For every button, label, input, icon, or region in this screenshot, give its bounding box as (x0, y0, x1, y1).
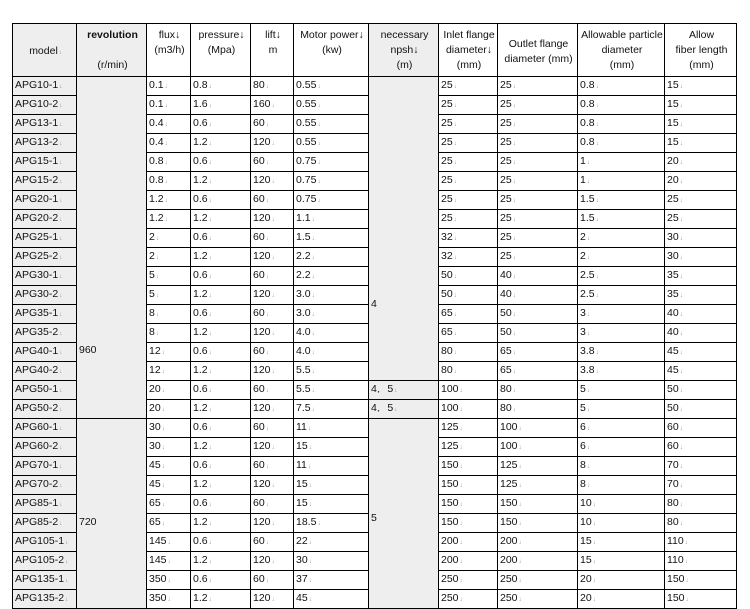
cell-fiber: 35↓ (665, 267, 737, 286)
cell-flux: 0.4↓ (147, 134, 191, 153)
cell-particle: 5↓ (578, 381, 665, 400)
cell-outlet: 25↓ (498, 229, 578, 248)
cell-power: 15↓ (294, 476, 369, 495)
cell-flux: 30↓ (147, 419, 191, 438)
cell-pressure: 1.2↓ (191, 362, 251, 381)
cell-outlet: 65↓ (498, 343, 578, 362)
cell-particle: 1.5↓ (578, 191, 665, 210)
cell-outlet: 150↓ (498, 514, 578, 533)
cell-pressure: 1.2↓ (191, 438, 251, 457)
cell-lift: 120↓ (251, 210, 294, 229)
cell-fiber: 110↓ (665, 533, 737, 552)
cell-particle: 2.5↓ (578, 267, 665, 286)
cell-pressure: 1.6↓ (191, 96, 251, 115)
header-revolution: revolution (r/min) (77, 24, 147, 77)
cell-model: APG15-1↓ (13, 153, 77, 172)
cell-outlet: 125↓ (498, 476, 578, 495)
cell-flux: 30↓ (147, 438, 191, 457)
cell-particle: 15↓ (578, 533, 665, 552)
cell-pressure: 1.2↓ (191, 286, 251, 305)
cell-inlet: 25↓ (439, 134, 498, 153)
cell-flux: 8↓ (147, 305, 191, 324)
cell-power: 15↓ (294, 438, 369, 457)
cell-outlet: 25↓ (498, 248, 578, 267)
cell-model: APG135-2↓ (13, 590, 77, 609)
cell-inlet: 50↓ (439, 286, 498, 305)
cell-npsh: 4．5↓ (369, 381, 439, 400)
cell-power: 30↓ (294, 552, 369, 571)
cell-fiber: 15↓ (665, 77, 737, 96)
header-outlet-flange: Outlet flange diameter (mm) (498, 24, 578, 77)
cell-outlet: 25↓ (498, 115, 578, 134)
cell-lift: 60↓ (251, 419, 294, 438)
cell-fiber: 30↓ (665, 229, 737, 248)
cell-flux: 350↓ (147, 590, 191, 609)
cell-pressure: 1.2↓ (191, 514, 251, 533)
cell-fiber: 15↓ (665, 96, 737, 115)
header-model: model↓ (13, 24, 77, 77)
cell-outlet: 150↓ (498, 495, 578, 514)
cell-particle: 8↓ (578, 457, 665, 476)
cell-particle: 0.8↓ (578, 77, 665, 96)
cell-inlet: 25↓ (439, 153, 498, 172)
cell-flux: 65↓ (147, 514, 191, 533)
cell-model: APG50-2↓ (13, 400, 77, 419)
cell-model: APG20-1↓ (13, 191, 77, 210)
cell-particle: 5↓ (578, 400, 665, 419)
cell-particle: 2↓ (578, 248, 665, 267)
cell-inlet: 250↓ (439, 571, 498, 590)
cell-fiber: 40↓ (665, 305, 737, 324)
cell-model: APG13-1↓ (13, 115, 77, 134)
cell-particle: 3↓ (578, 324, 665, 343)
cell-inlet: 150↓ (439, 495, 498, 514)
cell-outlet: 25↓ (498, 191, 578, 210)
cell-flux: 65↓ (147, 495, 191, 514)
cell-lift: 120↓ (251, 362, 294, 381)
cell-flux: 0.8↓ (147, 153, 191, 172)
cell-outlet: 25↓ (498, 96, 578, 115)
cell-flux: 20↓ (147, 400, 191, 419)
cell-power: 22↓ (294, 533, 369, 552)
cell-model: APG10-1↓ (13, 77, 77, 96)
cell-inlet: 25↓ (439, 172, 498, 191)
cell-outlet: 80↓ (498, 400, 578, 419)
cell-flux: 0.1↓ (147, 96, 191, 115)
cell-flux: 45↓ (147, 457, 191, 476)
cell-power: 11↓ (294, 419, 369, 438)
cell-power: 0.55↓ (294, 77, 369, 96)
cell-particle: 8↓ (578, 476, 665, 495)
cell-pressure: 0.6↓ (191, 229, 251, 248)
cell-flux: 145↓ (147, 552, 191, 571)
table-row (13, 77, 737, 96)
cell-pressure: 1.2↓ (191, 172, 251, 191)
cell-particle: 20↓ (578, 571, 665, 590)
cell-inlet: 100↓ (439, 400, 498, 419)
cell-pressure: 0.8↓ (191, 77, 251, 96)
table-row (13, 419, 737, 438)
cell-fiber: 70↓ (665, 457, 737, 476)
cell-fiber: 25↓ (665, 191, 737, 210)
cell-inlet: 80↓ (439, 343, 498, 362)
cell-flux: 45↓ (147, 476, 191, 495)
cell-pressure: 0.6↓ (191, 571, 251, 590)
cell-power: 5.5↓ (294, 381, 369, 400)
cell-flux: 8↓ (147, 324, 191, 343)
cell-pressure: 0.6↓ (191, 381, 251, 400)
cell-lift: 60↓ (251, 229, 294, 248)
cell-model: APG10-2↓ (13, 96, 77, 115)
cell-flux: 12↓ (147, 362, 191, 381)
cell-outlet: 25↓ (498, 134, 578, 153)
cell-outlet: 100↓ (498, 419, 578, 438)
cell-inlet: 80↓ (439, 362, 498, 381)
header-fiber-length: Allow fiber length (mm) (665, 24, 737, 77)
cell-model: APG20-2↓ (13, 210, 77, 229)
cell-inlet: 50↓ (439, 267, 498, 286)
cell-fiber: 60↓ (665, 438, 737, 457)
cell-revolution-group: 960 (77, 77, 147, 419)
cell-pressure: 1.2↓ (191, 324, 251, 343)
cell-lift: 120↓ (251, 514, 294, 533)
cell-flux: 5↓ (147, 267, 191, 286)
cell-particle: 10↓ (578, 514, 665, 533)
cell-model: APG35-1↓ (13, 305, 77, 324)
cell-pressure: 0.6↓ (191, 267, 251, 286)
cell-power: 3.0↓ (294, 305, 369, 324)
cell-inlet: 250↓ (439, 590, 498, 609)
cell-lift: 60↓ (251, 495, 294, 514)
cell-model: APG40-2↓ (13, 362, 77, 381)
cell-pressure: 1.2↓ (191, 248, 251, 267)
cell-inlet: 125↓ (439, 438, 498, 457)
cell-fiber: 80↓ (665, 495, 737, 514)
cell-flux: 350↓ (147, 571, 191, 590)
cell-power: 45↓ (294, 590, 369, 609)
cell-flux: 2↓ (147, 229, 191, 248)
cell-power: 3.0↓ (294, 286, 369, 305)
cell-model: APG135-1↓ (13, 571, 77, 590)
cell-fiber: 30↓ (665, 248, 737, 267)
cell-fiber: 25↓ (665, 210, 737, 229)
cell-pressure: 0.6↓ (191, 419, 251, 438)
cell-npsh-group: 4 (369, 77, 439, 381)
cell-outlet: 200↓ (498, 552, 578, 571)
cell-flux: 1.2↓ (147, 191, 191, 210)
cell-outlet: 250↓ (498, 590, 578, 609)
cell-outlet: 100↓ (498, 438, 578, 457)
cell-npsh: 4．5↓ (369, 400, 439, 419)
cell-outlet: 25↓ (498, 153, 578, 172)
cell-power: 5.5↓ (294, 362, 369, 381)
cell-model: APG25-1↓ (13, 229, 77, 248)
cell-lift: 120↓ (251, 400, 294, 419)
cell-pressure: 0.6↓ (191, 191, 251, 210)
cell-model: APG60-2↓ (13, 438, 77, 457)
cell-fiber: 60↓ (665, 419, 737, 438)
cell-pressure: 0.6↓ (191, 305, 251, 324)
cell-flux: 20↓ (147, 381, 191, 400)
cell-model: APG105-2↓ (13, 552, 77, 571)
cell-lift: 120↓ (251, 172, 294, 191)
pump-spec-table (12, 23, 737, 609)
cell-outlet: 25↓ (498, 77, 578, 96)
cell-fiber: 110↓ (665, 552, 737, 571)
cell-lift: 120↓ (251, 552, 294, 571)
cell-inlet: 25↓ (439, 115, 498, 134)
cell-outlet: 40↓ (498, 286, 578, 305)
cell-particle: 1.5↓ (578, 210, 665, 229)
cell-power: 1.1↓ (294, 210, 369, 229)
cell-particle: 1↓ (578, 153, 665, 172)
cell-inlet: 32↓ (439, 248, 498, 267)
cell-power: 0.55↓ (294, 115, 369, 134)
cell-pressure: 0.6↓ (191, 457, 251, 476)
cell-model: APG70-1↓ (13, 457, 77, 476)
cell-inlet: 25↓ (439, 210, 498, 229)
cell-particle: 6↓ (578, 419, 665, 438)
header-row (13, 24, 737, 77)
cell-inlet: 25↓ (439, 191, 498, 210)
cell-fiber: 80↓ (665, 514, 737, 533)
cell-model: APG40-1↓ (13, 343, 77, 362)
cell-model: APG13-2↓ (13, 134, 77, 153)
header-pressure: pressure↓ (Mpa) (191, 24, 251, 77)
cell-revolution-group: 720 (77, 419, 147, 609)
cell-inlet: 25↓ (439, 77, 498, 96)
cell-flux: 0.1↓ (147, 77, 191, 96)
cell-fiber: 50↓ (665, 381, 737, 400)
cell-inlet: 200↓ (439, 533, 498, 552)
cell-model: APG25-2↓ (13, 248, 77, 267)
cell-lift: 120↓ (251, 590, 294, 609)
header-npsh: necessary npsh↓ (m) (369, 24, 439, 77)
cell-pressure: 0.6↓ (191, 343, 251, 362)
cell-model: APG105-1↓ (13, 533, 77, 552)
cell-model: APG85-2↓ (13, 514, 77, 533)
header-motor-power: Motor power↓ (kw) (294, 24, 369, 77)
spec-table-container (12, 23, 737, 609)
cell-outlet: 50↓ (498, 324, 578, 343)
cell-lift: 160↓ (251, 96, 294, 115)
cell-lift: 60↓ (251, 153, 294, 172)
cell-flux: 145↓ (147, 533, 191, 552)
cell-model: APG85-1↓ (13, 495, 77, 514)
cell-particle: 2↓ (578, 229, 665, 248)
cell-particle: 15↓ (578, 552, 665, 571)
cell-lift: 60↓ (251, 115, 294, 134)
cell-lift: 120↓ (251, 286, 294, 305)
cell-lift: 60↓ (251, 381, 294, 400)
cell-power: 7.5↓ (294, 400, 369, 419)
cell-particle: 0.8↓ (578, 134, 665, 153)
cell-inlet: 25↓ (439, 96, 498, 115)
cell-outlet: 50↓ (498, 305, 578, 324)
cell-flux: 12↓ (147, 343, 191, 362)
cell-fiber: 70↓ (665, 476, 737, 495)
cell-model: APG35-2↓ (13, 324, 77, 343)
cell-outlet: 200↓ (498, 533, 578, 552)
cell-fiber: 20↓ (665, 172, 737, 191)
cell-outlet: 25↓ (498, 210, 578, 229)
cell-particle: 3↓ (578, 305, 665, 324)
cell-lift: 120↓ (251, 248, 294, 267)
cell-model: APG70-2↓ (13, 476, 77, 495)
cell-fiber: 40↓ (665, 324, 737, 343)
cell-power: 0.75↓ (294, 153, 369, 172)
cell-pressure: 0.6↓ (191, 533, 251, 552)
cell-fiber: 50↓ (665, 400, 737, 419)
cell-fiber: 35↓ (665, 286, 737, 305)
cell-pressure: 1.2↓ (191, 400, 251, 419)
cell-lift: 60↓ (251, 191, 294, 210)
cell-pressure: 1.2↓ (191, 590, 251, 609)
header-inlet-flange: Inlet flange diameter↓ (mm) (439, 24, 498, 77)
cell-power: 0.75↓ (294, 172, 369, 191)
cell-outlet: 125↓ (498, 457, 578, 476)
cell-lift: 120↓ (251, 438, 294, 457)
cell-inlet: 150↓ (439, 457, 498, 476)
cell-model: APG50-1↓ (13, 381, 77, 400)
cell-power: 4.0↓ (294, 324, 369, 343)
cell-fiber: 45↓ (665, 362, 737, 381)
cell-inlet: 100↓ (439, 381, 498, 400)
cell-lift: 60↓ (251, 457, 294, 476)
cell-pressure: 1.2↓ (191, 210, 251, 229)
header-lift: lift↓ m (251, 24, 294, 77)
cell-lift: 60↓ (251, 267, 294, 286)
cell-power: 2.2↓ (294, 248, 369, 267)
cell-power: 4.0↓ (294, 343, 369, 362)
cell-inlet: 65↓ (439, 324, 498, 343)
cell-fiber: 20↓ (665, 153, 737, 172)
cell-particle: 3.8↓ (578, 362, 665, 381)
cell-fiber: 15↓ (665, 115, 737, 134)
cell-particle: 6↓ (578, 438, 665, 457)
cell-lift: 120↓ (251, 324, 294, 343)
cell-lift: 60↓ (251, 305, 294, 324)
cell-pressure: 0.6↓ (191, 153, 251, 172)
cell-model: APG30-2↓ (13, 286, 77, 305)
cell-fiber: 15↓ (665, 134, 737, 153)
cell-outlet: 25↓ (498, 172, 578, 191)
cell-flux: 2↓ (147, 248, 191, 267)
cell-inlet: 150↓ (439, 476, 498, 495)
cell-outlet: 40↓ (498, 267, 578, 286)
cell-power: 11↓ (294, 457, 369, 476)
cell-power: 15↓ (294, 495, 369, 514)
cell-pressure: 1.2↓ (191, 134, 251, 153)
cell-particle: 2.5↓ (578, 286, 665, 305)
cell-particle: 0.8↓ (578, 115, 665, 134)
header-flux: flux↓ (m3/h) (147, 24, 191, 77)
cell-inlet: 150↓ (439, 514, 498, 533)
cell-lift: 120↓ (251, 476, 294, 495)
cell-power: 2.2↓ (294, 267, 369, 286)
cell-inlet: 125↓ (439, 419, 498, 438)
cell-fiber: 150↓ (665, 571, 737, 590)
cell-model: APG15-2↓ (13, 172, 77, 191)
cell-power: 0.55↓ (294, 96, 369, 115)
header-particle-diameter: Allowable particle diameter (mm) (578, 24, 665, 77)
cell-npsh-group: 5 (369, 419, 439, 609)
cell-outlet: 65↓ (498, 362, 578, 381)
cell-lift: 120↓ (251, 134, 294, 153)
cell-fiber: 45↓ (665, 343, 737, 362)
cell-fiber: 150↓ (665, 590, 737, 609)
cell-pressure: 0.6↓ (191, 495, 251, 514)
cell-particle: 20↓ (578, 590, 665, 609)
cell-inlet: 200↓ (439, 552, 498, 571)
cell-outlet: 250↓ (498, 571, 578, 590)
cell-flux: 0.4↓ (147, 115, 191, 134)
cell-lift: 60↓ (251, 571, 294, 590)
cell-pressure: 1.2↓ (191, 476, 251, 495)
cell-particle: 10↓ (578, 495, 665, 514)
cell-particle: 3.8↓ (578, 343, 665, 362)
cell-lift: 60↓ (251, 533, 294, 552)
cell-flux: 1.2↓ (147, 210, 191, 229)
cell-lift: 60↓ (251, 343, 294, 362)
cell-model: APG30-1↓ (13, 267, 77, 286)
cell-flux: 5↓ (147, 286, 191, 305)
cell-inlet: 65↓ (439, 305, 498, 324)
cell-power: 18.5↓ (294, 514, 369, 533)
cell-pressure: 0.6↓ (191, 115, 251, 134)
cell-power: 0.55↓ (294, 134, 369, 153)
cell-outlet: 80↓ (498, 381, 578, 400)
cell-power: 37↓ (294, 571, 369, 590)
cell-pressure: 1.2↓ (191, 552, 251, 571)
cell-model: APG60-1↓ (13, 419, 77, 438)
cell-flux: 0.8↓ (147, 172, 191, 191)
cell-power: 1.5↓ (294, 229, 369, 248)
cell-lift: 80↓ (251, 77, 294, 96)
cell-power: 0.75↓ (294, 191, 369, 210)
cell-inlet: 32↓ (439, 229, 498, 248)
cell-particle: 0.8↓ (578, 96, 665, 115)
cell-particle: 1↓ (578, 172, 665, 191)
